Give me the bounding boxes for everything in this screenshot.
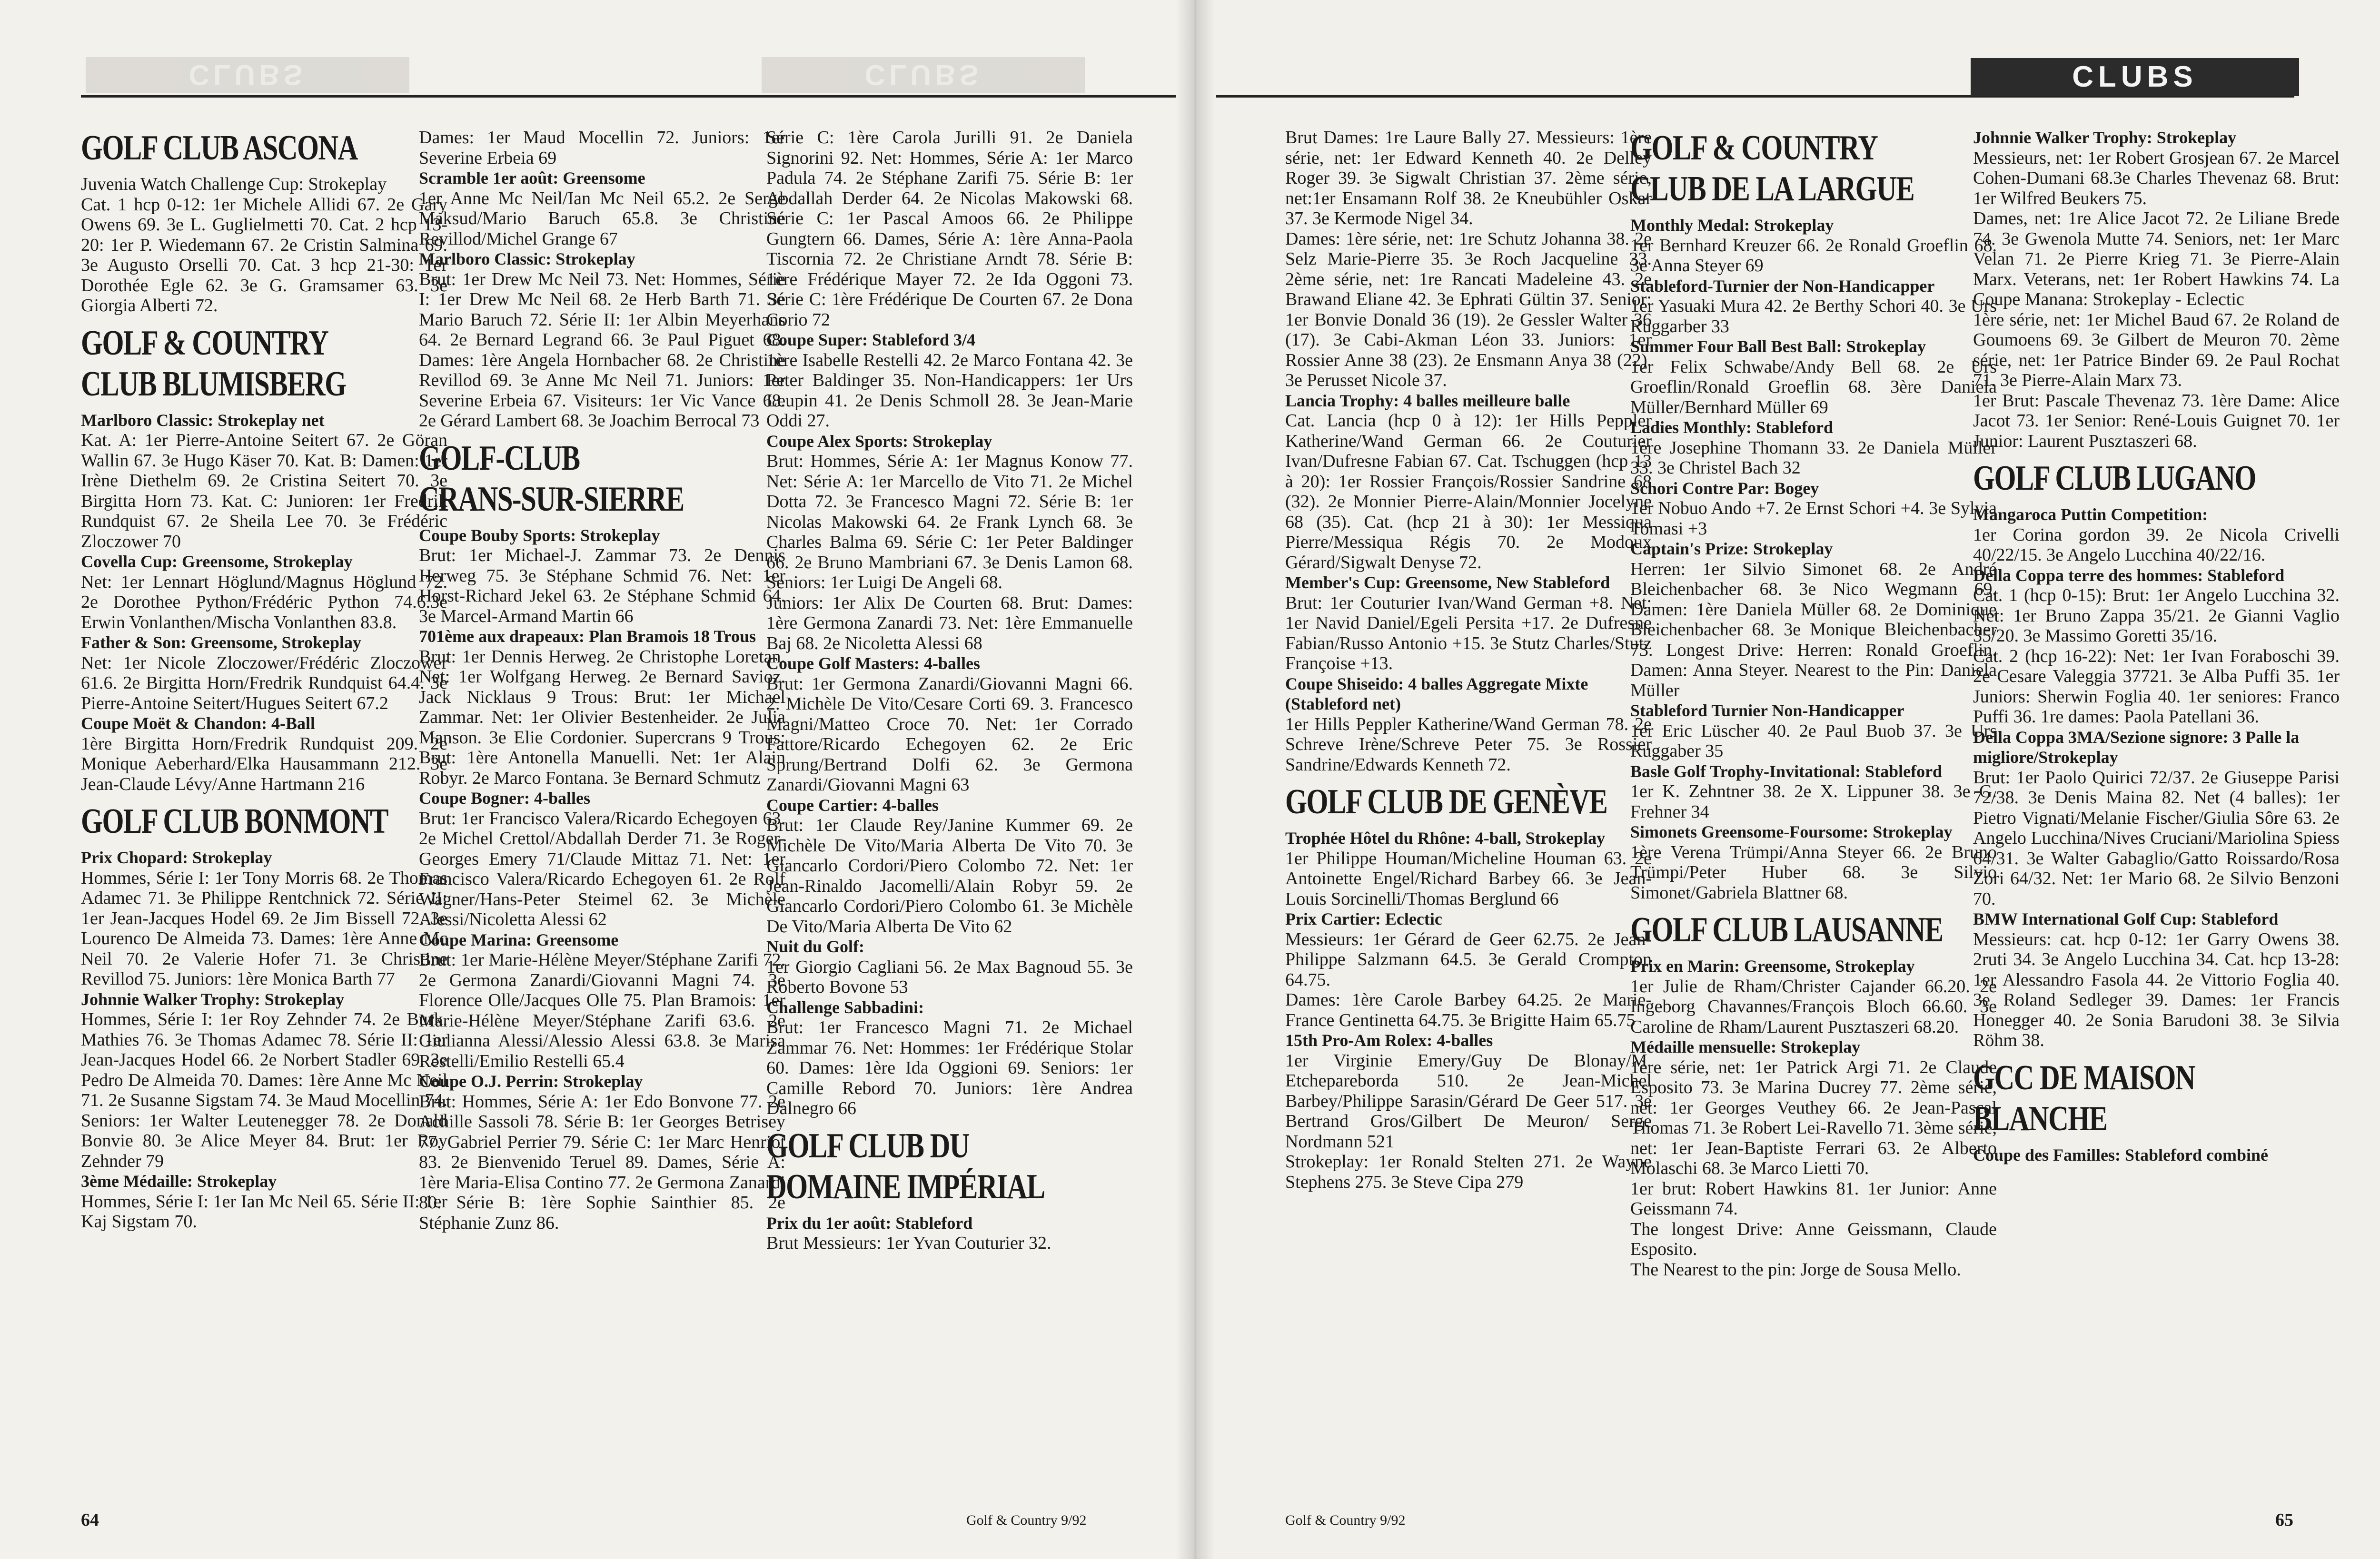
results-text: Net: 1er Nicole Zloczower/Frédéric Zloczower 61.6. 2e Birgitta Horn/Fredrik Rundquist 64.4. 3e Pierre-Antoine Seitert/Hugues Seitert 67.2 <box>81 652 447 713</box>
results-text: 1er Brut: Pascale Thevenaz 73. 1ère Dame: Alice Jacot 73. 1er Senior: René-Louis Guignet 70. 1er Junior: Laurent Pusztaszeri 68. <box>1973 390 2340 451</box>
results-text: 1er Corina gordon 39. 2e Nicola Crivelli 40/22/15. 3e Angelo Lucchina 40/22/16. <box>1973 524 2340 565</box>
competition-title: Coupe des Familles: Stableford combiné <box>1973 1145 2268 1164</box>
competition-title: Della Coppa terre des hommes: Stableford <box>1973 565 2285 585</box>
top-rule-left <box>81 95 1176 98</box>
column-6 <box>1973 128 2340 1165</box>
results-text: 1er Virginie Emery/Guy De Blonay/M. Etchepareborda 510. 2e Jean-Michel Barbey/Philippe Sarasin/Gérard De Geer 517. 3e Bertrand Gros/Gilbert De Meuron/ Serge Nordmann 521 <box>1285 1050 1652 1152</box>
results-text: 1ère Josephine Thomann 33. 2e Daniela Müller 33. 3e Christel Bach 32 <box>1630 437 1997 478</box>
competition-title: Father & Son: Greensome, Strokeplay <box>81 633 361 652</box>
competition-title: Coupe Moët & Chandon: 4-Ball <box>81 714 316 733</box>
results-text: 1er Eric Lüscher 40. 2e Paul Buob 37. 3e Urs Ruggaber 35 <box>1630 720 1997 761</box>
results-text: 1ère série, net: 1er Michel Baud 67. 2e Roland de Goumoens 69. 3e Gilbert de Meuron 70. 2ème série, net: 1er Patrice Binder 69. 2e Paul Rochat 71. 3e Pierre-Alain Marx 73. <box>1973 309 2340 390</box>
results-text: Herren: 1er Silvio Simonet 68. 2e André Bleichenbacher 68. 3e Nico Wegmann 69. Damen: 1ère Daniela Müller 68. 2e Dominique Bleichenbacher 68. 3e Monique Bleichenbacher 73. Longest Drive: Herren: Ronald Groeflin. Damen: Anna Steyer. Nearest to the Pin: Daniela Müller <box>1630 559 1997 701</box>
competition-title: Coupe Super: Stableford 3/4 <box>766 330 976 349</box>
competition-title: Scramble 1er août: Greensome <box>419 168 645 187</box>
results-text: Cat. 2 (hcp 16-22): Net: 1er Ivan Foraboschi 39. 2e Cesare Valeggia 37721. 3e Alba Puffi 35. 1er Juniors: Sherwin Foglia 40. 1er seniores: Franco Puffi 36. 1re dames: Paola Patellani 36. <box>1973 646 2340 727</box>
results-text: Brut: Hommes, Série A: 1er Edo Bonvone 77. 2e Achille Sassoli 78. Série B: 1er Georges Betrisey 77. Gabriel Perrier 79. Série C: 1er Marc Henriot 83. 2e Bienvenido Teruel 89. Dames, Série A: 1ère Maria-Elisa Contino 77. 2e Germona Zanardi 80. Série B: 1ère Sophie Sainthier 85. 2e Stéphanie Zunz 86. <box>419 1091 785 1233</box>
results-text: Cat. 1 (hcp 0-15): Brut: 1er Angelo Lucchina 32. Net: 1er Bruno Zappa 35/21. 2e Gianni Vaglio 35/20. 3e Massimo Goretti 35/16. <box>1973 585 2340 646</box>
results-text: Cat. 1 hcp 0-12: 1er Michele Allidi 67. 2e Gary Owens 69. 3e L. Guglielmetti 70. Cat. 2 hcp 13-20: 1er P. Wiedemann 67. 2e Cristin Salmina 69. 3e Augusto Orselli 70. Cat. 3 hcp 21-30: 1er Dorothée Egle 62. 3e G. Gramsamer 63. 3e Giorgia Alberti 72. <box>81 194 447 316</box>
magazine-issue-left: Golf & Country 9/92 <box>966 1512 1087 1528</box>
competition-title: Challenge Sabbadini: <box>766 997 924 1017</box>
results-text: Brut: 1er Dennis Herweg. 2e Christophe Loretan. Net: 1er Wolfgang Herweg. 2e Bernard Savioz. Jack Nicklaus 9 Trous: Brut: 1er Michael Zammar. Net: 1er Olivier Bestenheider. 2e Julia Manson. 3e Elie Cordonier. Supercrans 9 Trous: Brut: 1ère Antonella Manuelli. Net: 1er Alain Robyr. 2e Marco Fontana. 3e Bernard Schmutz <box>419 646 785 788</box>
results-text: Hommes, Série I: 1er Ian Mc Neil 65. Série II: 1er Kaj Sigstam 70. <box>81 1191 447 1232</box>
results-text: 1ère Birgitta Horn/Fredrik Rundquist 209. 2e Monique Aeberhard/Elka Hausammann 212. 3e Jean-Claude Lévy/Anne Hartmann 216 <box>81 733 447 794</box>
competition-title: 701ème aux drapeaux: Plan Bramois 18 Trous <box>419 627 756 646</box>
results-text: Dames: 1ère série, net: 1re Schutz Johanna 38. 2e Selz Marie-Pierre 35. 3e Roch Jacqueline 33. 2ème série, net: 1re Rancati Madeleine 43. 2e Brawand Eliane 42. 3e Ephrati Gültin 37. Senior: 1er Bonvie Donald 36 (19). 2e Gessler Walter 36 (17). 3e Cabi-Akman Léon 33. Juniors: 1er Rossier Anne 38 (23). 2e Ensmann Anya 38 (22). 3e Perusset Nicole 37. <box>1285 228 1652 390</box>
results-text: Dames: 1ère Carole Barbey 64.25. 2e Marie-France Gentinetta 64.75. 3e Brigitte Haim 65.75 <box>1285 990 1652 1030</box>
competition-title: Summer Four Ball Best Ball: Strokeplay <box>1630 337 1926 356</box>
results-text: Net: 1er Lennart Höglund/Magnus Höglund 72. 2e Dorothee Python/Frédéric Python 74.6.3e Erwin Vonlanthen/Mischa Vonlanthen 83.8. <box>81 572 447 632</box>
results-text: Juniors: 1er Alix De Courten 68. Brut: Dames: 1ère Germona Zanardi 73. Net: 1ère Emmanuelle Baj 68. 2e Nicoletta Alessi 68 <box>766 592 1133 653</box>
page-number-right: 65 <box>2275 1510 2293 1530</box>
competition-title: Johnnie Walker Trophy: Strokeplay <box>1973 128 2237 147</box>
club-heading: GOLF & COUNTRY CLUB BLUMISBERG <box>81 323 346 404</box>
results-text: The Nearest to the pin: Jorge de Sousa Mello. <box>1630 1259 1961 1280</box>
magazine-issue-right: Golf & Country 9/92 <box>1285 1512 1406 1528</box>
competition-title: Trophée Hôtel du Rhône: 4-ball, Strokeplay <box>1285 829 1606 848</box>
page-gutter <box>1176 0 1215 1559</box>
results-text: Brut: 1er Francisco Valera/Ricardo Echegoyen 63. 2e Michel Crettol/Abdallah Derder 71. 3e Roger-Georges Emery 71/Claude Mittaz 71. Net: 1er Francisco Valera/Ricardo Echegoyen 61. 2e Rolf Wagner/Hans-Peter Steimel 62. 3e Michèle Alessi/Nicoletta Alessi 62 <box>419 808 785 929</box>
competition-title: 3ème Médaille: Strokeplay <box>81 1172 277 1191</box>
results-text: Brut: 1er Paolo Quirici 72/37. 2e Giuseppe Parisi 72/38. 3e Denis Maina 82. Net (4 balles): 1er Pietro Vignati/Melanie Fischer/Giulia Sôre 63. 2e Angelo Lucchina/Nives Cruciani/Mariolina Spiess 64/31. 3e Walter Gabaglio/Gatto Roissardo/Rosa Zori 64/32. Net: 1er Mario 68. 2e Silvio Benzoni 70. <box>1973 767 2340 909</box>
results-text: Brut: 1er Michael-J. Zammar 73. 2e Dennis Herweg 75. 3e Stéphane Schmid 76. Net: 1er Horst-Richard Jekel 63. 2e Stéphane Schmid 64. 3e Marcel-Armand Martin 66 <box>419 545 785 626</box>
results-text: Brut: 1er Francesco Magni 71. 2e Michael Zammar 76. Net: Hommes: 1er Frédérique Stolar 60. Dames: 1ère Ida Oggioni 69. Seniors: 1er Camille Rebord 70. Juniors: 1ère Andrea Dalnegro 66 <box>766 1017 1133 1118</box>
club-heading: GCC DE MAISON BLANCHE <box>1973 1058 2195 1138</box>
competition-title: Coupe Marina: Greensome <box>419 930 619 949</box>
results-text: 1er Bernhard Kreuzer 66. 2e Ronald Groeflin 68. 3e Anna Steyer 69 <box>1630 235 1997 276</box>
results-text: Strokeplay: 1er Ronald Stelten 271. 2e Wayne Stephens 275. 3e Steve Cipa 279 <box>1285 1152 1652 1192</box>
competition-title: Marlboro Classic: Strokeplay net <box>81 410 325 430</box>
competition-title: Stableford-Turnier der Non-Handicapper <box>1630 276 1935 296</box>
competition-title: Simonets Greensome-Foursome: Strokeplay <box>1630 822 1953 841</box>
club-heading: GOLF & COUNTRY CLUB DE LA LARGUE <box>1630 128 1914 208</box>
results-text: 1er Julie de Rham/Christer Cajander 66.20. 2e Ingeborg Chavannes/François Bloch 66.60. 3e Caroline de Rham/Laurent Pusztaszeri 68.20. <box>1630 976 1997 1037</box>
column-5 <box>1630 128 1997 1280</box>
club-heading: GOLF CLUB DE GENÈVE <box>1285 782 1607 821</box>
results-text: The longest Drive: Anne Geissmann, Claude Esposito. <box>1630 1219 1997 1259</box>
competition-title: Coupe Bouby Sports: Strokeplay <box>419 525 660 545</box>
results-text: 1ère série, net: 1er Patrick Argi 71. 2e Claude Esposito 73. 3e Marina Ducrey 77. 2ème série, net: 1er Georges Veuthey 66. 2e Jean-Pascal Thomas 71. 3e Robert Lei-Ravello 71. 3ème série, net: 1er Jean-Baptiste Ferrari 63. 2e Alberto Molaschi 68. 3e Marco Lietti 70. <box>1630 1057 1997 1178</box>
column-4 <box>1285 128 1652 1192</box>
column-2 <box>419 128 785 1233</box>
results-text: Messieurs, net: 1er Robert Grosjean 67. 2e Marcel Cohen-Dumani 68.3e Charles Thevenaz 68. Brut: 1er Wilfred Beukers 75. <box>1973 148 2340 208</box>
competition-title: BMW International Golf Cup: Stableford <box>1973 909 2279 928</box>
competition-title: Coupe Shiseido: 4 balles Aggregate Mixte (Stableford net) <box>1285 674 1588 713</box>
competition-title: Médaille mensuelle: Strokeplay <box>1630 1037 1861 1056</box>
competition-title: Prix du 1er août: Stableford <box>766 1213 973 1233</box>
competition-title: Member's Cup: Greensome, New Stableford <box>1285 573 1610 592</box>
results-text: 1er Giorgio Cagliani 56. 2e Max Bagnoud 55. 3e Roberto Bovone 53 <box>766 957 1133 997</box>
competition-title: 15th Pro-Am Rolex: 4-balles <box>1285 1031 1493 1050</box>
results-text: 1er Philippe Houman/Micheline Houman 63. 2e Antoinette Engel/Richard Barbey 66. 3e Jean-Louis Sorcinelli/Thomas Berglund 66 <box>1285 848 1652 909</box>
competition-title: Della Coppa 3MA/Sezione signore: 3 Palle la migliore/Strokeplay <box>1973 727 2300 767</box>
ghost-section-label: CLUBS <box>762 57 1085 93</box>
results-text: 1ère Isabelle Restelli 42. 2e Marco Fontana 42. 3e Peter Baldinger 35. Non-Handicappers: 1er Urs Leupin 41. 2e Denis Schmoll 28. 3e Jean-Marie Oddi 27. <box>766 350 1133 431</box>
competition-title: Lancia Trophy: 4 balles meilleure balle <box>1285 391 1570 410</box>
results-text: Brut: Hommes, Série A: 1er Magnus Konow 77. Net: Série A: 1er Marcello de Vito 71. 2e Michel Dotta 72. 3e Francesco Magni 72. Série B: 1er Nicolas Makowski 64. 2e Frank Lynch 68. 3e Charles Balma 69. Série C: 1er Peter Baldinger 66. 2e Bruno Mambriani 67. 3e Denis Lamon 68. Seniors: 1er Luigi De Angeli 68. <box>766 451 1133 592</box>
results-text: 1ère Verena Trümpi/Anna Steyer 66. 2e Bruno Trümpi/Peter Huber 68. 3e Silvio Simonet/Gabriela Blattner 68. <box>1630 842 1997 903</box>
column-3 <box>766 128 1133 1253</box>
results-text: Dames, net: 1re Alice Jacot 72. 2e Liliane Brede 74. 3e Gwenola Mutte 74. Seniors, net: 1er Marc Velan 71. 2e Pierre Krieg 71. 3e Pierre-Alain Marx. Veterans, net: 1er Robert Hawkins 74. La Coupe Manana: Strokeplay - Eclectic <box>1973 208 2340 309</box>
competition-title: Covella Cup: Greensome, Strokeplay <box>81 552 353 571</box>
results-text: Brut Messieurs: 1er Yvan Couturier 32. <box>766 1233 1051 1253</box>
results-text: Hommes, Série I: 1er Tony Morris 68. 2e Thomas Adamec 71. 3e Philippe Rentchnick 72. Série II: 1er Jean-Jacques Hodel 69. 2e Jim Bissell 72. 3e Lourenco De Almeida 73. Dames: 1ère Anne Mc Neil 70. 2e Valerie Hofer 71. 3e Christine Revillod 75. Juniors: 1ère Monica Barth 77 <box>81 868 447 989</box>
competition-title: Coupe Golf Masters: 4-balles <box>766 654 980 673</box>
competition-title: Nuit du Golf: <box>766 937 865 956</box>
ghost-section-label: CLUBS <box>86 57 409 93</box>
results-text: Brut: 1er Claude Rey/Janine Kummer 69. 2e Michèle De Vito/Maria Alberta De Vito 70. 3e Giancarlo Cordori/Piero Colombo 72. Net: 1er Jean-Rinaldo Jacomelli/Alain Robyr 59. 2e Giancarlo Cordori/Piero Colombo 61. 3e Michèle De Vito/Maria Alberta De Vito 62 <box>766 815 1133 937</box>
results-text: 1er K. Zehntner 38. 2e X. Lippuner 38. 3e G. Frehner 34 <box>1630 781 1997 822</box>
results-text: Messieurs: 1er Gérard de Geer 62.75. 2e Jean-Philippe Salzmann 64.5. 3e Gerald Crompton 64.75. <box>1285 929 1652 990</box>
results-text: 1er Felix Schwabe/Andy Bell 68. 2e Urs Groeflin/Ronald Groeflin 68. 3ère Daniela Müller/Bernhard Müller 69 <box>1630 356 1997 417</box>
results-text: 1er Yasuaki Mura 42. 2e Berthy Schori 40. 3e Urs Ruggarber 33 <box>1630 296 1997 336</box>
results-text: Cat. Lancia (hcp 0 à 12): 1er Hills Peppler Katherine/Wand German 66. 2e Couturier Ivan/Dufresne Fabian 67. Cat. Tschuggen (hcp 13 à 20): 1er Rossier François/Rossier Sandrine 68 (32). 2e Monnier Pierre-Alain/Monnier Jocelyne 68 (35). Cat. (hcp 21 à 30): 1er Messiqua Pierre/Messiqua Régis 70. 2e Modoux Gérard/Sigwalt Denyse 72. <box>1285 411 1652 572</box>
competition-title: Mangaroca Puttin Competition: <box>1973 505 2208 524</box>
club-heading: GOLF CLUB ASCONA <box>81 128 357 168</box>
results-text: Juvenia Watch Challenge Cup: Strokeplay <box>81 174 387 194</box>
results-text: Brut: 1er Germona Zanardi/Giovanni Magni 66. 2. Michèle De Vito/Cesare Corti 69. 3. Francesco Magni/Matteo Croce 70. Net: 1er Corrado Fattore/Ricardo Echegoyen 62. 2e Eric Sprung/Bertrand Dolfi 62. 3e Germona Zanardi/Giovanni Magni 63 <box>766 673 1133 795</box>
results-text: Brut Dames: 1re Laure Bally 27. Messieurs: 1ère série, net: 1er Edward Kenneth 40. 2e Delley Roger 39. 3e Sigwalt Christian 37. 2ème série, net:1er Ensamann Rolf 38. 2e Kneubühler Oskar 37. 3e Kermode Nigel 34. <box>1285 128 1652 228</box>
competition-title: Coupe Alex Sports: Strokeplay <box>766 431 992 451</box>
competition-title: Prix Cartier: Eclectic <box>1285 909 1442 928</box>
section-tab-clubs: CLUBS <box>1971 58 2299 96</box>
results-text: 1er Anne Mc Neil/Ian Mc Neil 65.2. 2e Serge Maksud/Mario Baruch 65.8. 3e Christine Revillod/Michel Grange 67 <box>419 188 785 249</box>
competition-title: Basle Golf Trophy-Invitational: Stableford <box>1630 761 1943 781</box>
results-text: Dames: 1er Maud Mocellin 72. Juniors: 1er Severine Erbeia 69 <box>419 128 785 168</box>
results-text: Kat. A: 1er Pierre-Antoine Seitert 67. 2e Göran Wallin 67. 3e Hugo Käser 70. Kat. B: Damen: 1er Irène Diethelm 69. 2e Cristina Seitert 70. 3e Birgitta Horn 73. Kat. C: Junioren: 1er Fredrik Rundquist 67. 2e Sheila Lee 70. 3e Frédéric Zloczower 70 <box>81 430 447 552</box>
club-heading: GOLF CLUB LUGANO <box>1973 459 2256 498</box>
competition-title: Prix Chopard: Strokeplay <box>81 848 272 867</box>
competition-title: Prix en Marin: Greensome, Strokeplay <box>1630 957 1915 976</box>
competition-title: Stableford Turnier Non-Handicapper <box>1630 701 1904 720</box>
results-text: 1er Nobuo Ando +7. 2e Ernst Schori +4. 3e Sylvia Tomasi +3 <box>1630 498 1997 539</box>
club-heading: GOLF CLUB LAUSANNE <box>1630 910 1943 949</box>
results-text: 1er Hills Peppler Katherine/Wand German 78. 2e Schreve Irène/Schreve Peter 75. 3e Rossier Sandrine/Edwards Kenneth 72. <box>1285 714 1652 775</box>
results-text: Messieurs: cat. hcp 0-12: 1er Garry Owens 38. 2ruti 34. 3e Angelo Lucchina 34. Cat. hcp 13-28: 1er Alessandro Fasola 44. 2e Vittorio Foglia 40. 3e Roland Sedleger 39. Dames: 1er Francis Honegger 40. 2e Sonia Barudoni 38. 3e Silvia Röhm 38. <box>1973 929 2340 1050</box>
competition-title: Coupe Cartier: 4-balles <box>766 795 939 815</box>
competition-title: Ladies Monthly: Stableford <box>1630 418 1834 437</box>
results-text: Série C: 1ère Carola Jurilli 91. 2e Daniela Signorini 92. Net: Hommes, Série A: 1er Marco Padula 74. 2e Stéphane Zarifi 75. Série B: 1er Abdallah Derder 64. 2e Nicolas Makowski 68. Série C: 1er Pascal Amoos 66. 2e Philippe Gungtern 66. Dames, Série A: 1ère Anna-Paola Tiscornia 72. 2e Christiane Arndt 78. Série B: 1ère Frédérique Mayer 72. 2e Ida Oggoni 73. Série C: 1ère Frédérique De Courten 67. 2e Dona Corio 72 <box>766 128 1133 330</box>
results-text: 1er brut: Robert Hawkins 81. 1er Junior: Anne Geissmann 74. <box>1630 1178 1997 1219</box>
results-text: Hommes, Série I: 1er Roy Zehnder 74. 2e Burk. Mathies 76. 3e Thomas Adamec 78. Série II: 1er Jean-Jacques Hodel 66. 2e Norbert Stadler 69. 3e Pedro De Almeida 70. Dames: 1ère Anne Mc Neil 71. 2e Susanne Sigstam 74. 3e Maud Mocellin 74. Seniors: 1er Walter Leutenegger 78. 2e Donald Bonvie 80. 3e Alice Meyer 84. Brut: 1er Roy Zehnder 79 <box>81 1009 447 1171</box>
competition-title: Marlboro Classic: Strokeplay <box>419 249 635 268</box>
competition-title: Coupe Bogner: 4-balles <box>419 789 590 808</box>
competition-title: Captain's Prize: Strokeplay <box>1630 539 1833 558</box>
competition-title: Johnnie Walker Trophy: Strokeplay <box>81 989 345 1009</box>
results-text: Brut: 1er Drew Mc Neil 73. Net: Hommes, Série I: 1er Drew Mc Neil 68. 2e Herb Barth 71. 3e Mario Baruch 72. Série II: 1er Albin Meyerhans 64. 2e Bernard Legrand 66. 3e Paul Piguet 68. Dames: 1ère Angela Hornbacher 68. 2e Christine Revillod 69. 3e Anne Mc Neil 71. Juniors: 1er Severine Erbeia 67. Visiteurs: 1er Vic Vance 68. 2e Gérard Lambert 68. 3e Joachim Berrocal 73 <box>419 269 785 431</box>
competition-title: Monthly Medal: Strokeplay <box>1630 216 1834 235</box>
competition-title: Coupe O.J. Perrin: Strokeplay <box>419 1072 643 1091</box>
competition-title: Schori Contre Par: Bogey <box>1630 478 1819 498</box>
results-text: Brut: 1er Couturier Ivan/Wand German +8. Net: 1er Navid Daniel/Egeli Persita +17. 2e Dufresne Fabian/Russo Antonio +15. 3e Stutz Charles/Stutz Françoise +13. <box>1285 592 1652 673</box>
club-heading: GOLF-CLUB CRANS-SUR-SIERRE <box>419 438 684 519</box>
page-number-left: 64 <box>81 1510 99 1530</box>
column-1 <box>81 128 447 1232</box>
club-heading: GOLF CLUB BONMONT <box>81 802 388 841</box>
results-text: Brut: 1er Marie-Hélène Meyer/Stéphane Zarifi 72. 2e Germona Zanardi/Giovanni Magni 74. 3e Florence Olle/Jacques Olle 75. Plan Bramois: 1er Marie-Hélène Meyer/Stéphane Zarifi 63.6. 2e Giulianna Alessi/Alessio Alessi 63.8. 3e Marisa Restelli/Emilio Restelli 65.4 <box>419 950 785 1071</box>
club-heading: GOLF CLUB DU DOMAINE IMPÉRIAL <box>766 1126 1045 1206</box>
